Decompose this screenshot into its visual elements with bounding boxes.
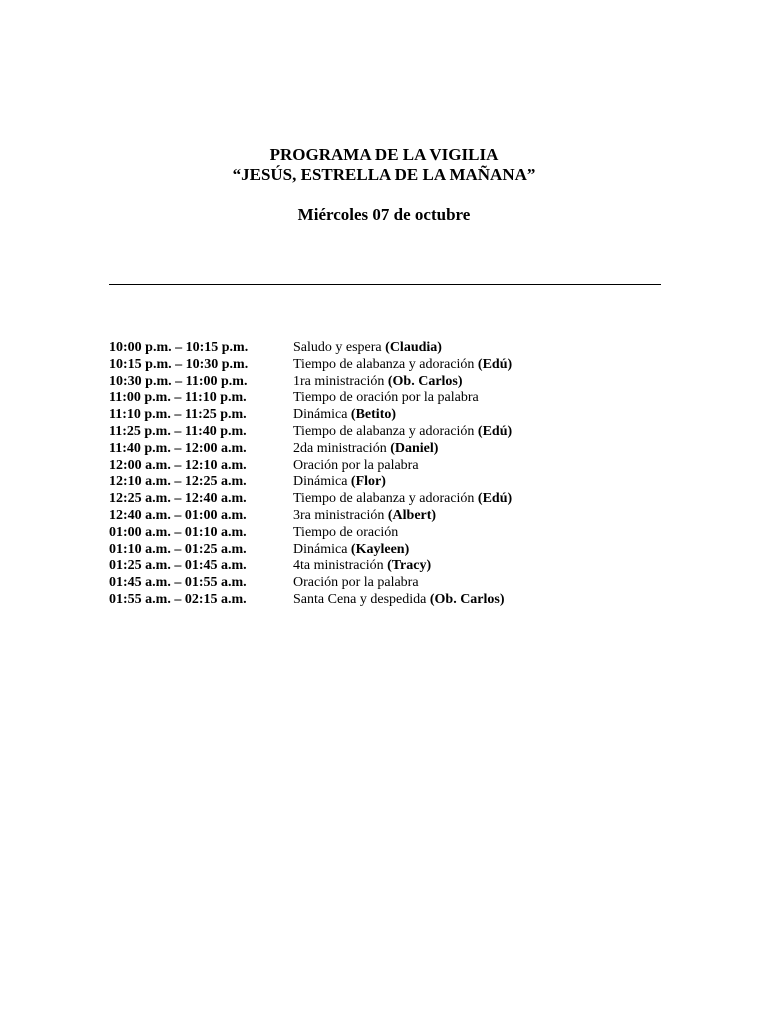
schedule-time: 12:00 a.m. – 12:10 a.m. [109, 457, 247, 473]
schedule-row [109, 407, 669, 424]
schedule-time: 10:30 p.m. – 11:00 p.m. [109, 373, 248, 389]
activity-leader: (Kayleen) [350, 541, 410, 557]
schedule-time: 11:25 p.m. – 11:40 p.m. [109, 423, 247, 439]
schedule-time: 11:40 p.m. – 12:00 a.m. [109, 440, 247, 456]
schedule-activity [293, 441, 438, 458]
horizontal-divider [109, 284, 661, 285]
schedule-row [109, 424, 669, 441]
activity-name: 3ra ministración [293, 507, 385, 523]
activity-leader: (Daniel) [390, 440, 439, 456]
activity-name: Tiempo de oración por la palabra [293, 390, 479, 406]
activity-name: Santa Cena y despedida [293, 591, 427, 607]
schedule-time: 01:10 a.m. – 01:25 a.m. [109, 541, 247, 557]
schedule-activity [293, 424, 512, 441]
activity-leader: (Claudia) [385, 340, 442, 355]
schedule-activity [293, 592, 505, 609]
schedule-activity [293, 575, 419, 592]
activity-leader: (Edú) [477, 491, 513, 507]
schedule-row [109, 340, 669, 357]
activity-name: Tiempo de alabanza y adoración [293, 491, 475, 507]
schedule-time: 11:00 p.m. – 11:10 p.m. [109, 390, 247, 406]
schedule-row [109, 575, 669, 592]
schedule-row [109, 458, 669, 475]
schedule-activity [293, 474, 386, 491]
schedule-activity [293, 558, 431, 575]
schedule-time: 10:15 p.m. – 10:30 p.m. [109, 356, 249, 372]
schedule-row [109, 592, 669, 609]
activity-leader: (Tracy) [387, 558, 432, 574]
schedule-row [109, 441, 669, 458]
activity-leader: (Flor) [350, 474, 386, 490]
schedule-time: 01:00 a.m. – 01:10 a.m. [109, 524, 247, 540]
schedule-activity [293, 508, 436, 525]
activity-name: Dinámica [293, 407, 348, 423]
activity-leader: (Edú) [477, 423, 513, 439]
schedule-row [109, 390, 669, 407]
activity-name: Tiempo de alabanza y adoración [293, 356, 475, 372]
schedule-time: 10:00 p.m. – 10:15 p.m. [109, 340, 249, 355]
schedule-row [109, 508, 669, 525]
activity-name: Dinámica [293, 474, 348, 490]
schedule-time: 01:55 a.m. – 02:15 a.m. [109, 591, 247, 607]
schedule-time: 11:10 p.m. – 11:25 p.m. [109, 407, 247, 423]
schedule-activity [293, 542, 409, 559]
schedule-activity [293, 407, 396, 424]
activity-name: 2da ministración [293, 440, 387, 456]
schedule-activity [293, 357, 512, 374]
activity-name: Saludo y espera [293, 340, 382, 355]
activity-leader: (Ob. Carlos) [429, 591, 505, 607]
activity-name: Oración por la palabra [293, 575, 419, 591]
schedule-row [109, 357, 669, 374]
activity-leader: (Betito) [350, 407, 397, 423]
schedule-row [109, 542, 669, 559]
schedule-list [109, 340, 669, 609]
schedule-time: 01:45 a.m. – 01:55 a.m. [109, 575, 247, 591]
document-title: PROGRAMA DE LA VIGILIA [269, 145, 499, 164]
activity-name: Tiempo de alabanza y adoración [293, 423, 475, 439]
document-subtitle: “JESÚS, ESTRELLA DE LA MAÑANA” [232, 165, 536, 184]
schedule-row [109, 374, 669, 391]
schedule-row [109, 558, 669, 575]
activity-leader: (Ob. Carlos) [387, 373, 463, 389]
activity-name: Tiempo de oración [293, 524, 399, 540]
activity-name: Dinámica [293, 541, 348, 557]
activity-name: Oración por la palabra [293, 457, 419, 473]
schedule-activity [293, 525, 398, 542]
schedule-time: 12:25 a.m. – 12:40 a.m. [109, 491, 247, 507]
schedule-activity [293, 340, 442, 357]
activity-name: 1ra ministración [293, 373, 385, 389]
schedule-time: 01:25 a.m. – 01:45 a.m. [109, 558, 247, 574]
schedule-time: 12:10 a.m. – 12:25 a.m. [109, 474, 247, 490]
schedule-row [109, 474, 669, 491]
schedule-activity [293, 374, 463, 391]
schedule-activity [293, 458, 419, 475]
schedule-row [109, 491, 669, 508]
schedule-row [109, 525, 669, 542]
activity-leader: (Albert) [387, 507, 437, 523]
activity-leader: (Edú) [477, 356, 513, 372]
schedule-time: 12:40 a.m. – 01:00 a.m. [109, 507, 247, 523]
schedule-activity [293, 390, 479, 407]
schedule-activity [293, 491, 512, 508]
activity-name: 4ta ministración [293, 558, 384, 574]
event-date: Miércoles 07 de octubre [297, 205, 471, 224]
